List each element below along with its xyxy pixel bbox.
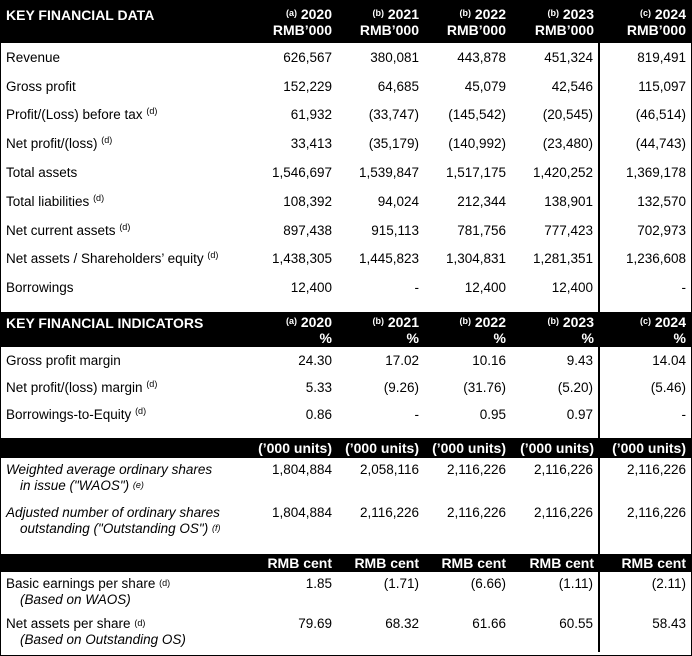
row-value: 60.55	[559, 616, 593, 632]
row-value: 1,804,884	[271, 505, 332, 521]
section1-title: KEY FINANCIAL DATA	[1, 1, 253, 43]
row-value: 1,369,178	[599, 158, 691, 187]
row-value: (2.11)	[599, 572, 691, 612]
row-value: 1,281,351	[532, 251, 593, 267]
table-row	[1, 572, 691, 612]
row-label: Revenue	[6, 49, 61, 65]
row-value: (1.71)	[383, 576, 419, 592]
row-label: Net assets per share $^{(d)}$ (Based on Outstanding OS)	[6, 616, 186, 648]
row-value: (46,514)	[599, 101, 691, 130]
row-value: 1,804,884	[271, 462, 332, 478]
row-value: 12,400	[464, 280, 506, 296]
row-value: 33,413	[290, 136, 332, 152]
row-label: Gross profit	[6, 78, 76, 94]
row-value: 781,756	[457, 222, 506, 238]
row-value: 9.43	[566, 353, 593, 369]
row-label: Net profit/(loss) margin $^{(d)}$	[6, 379, 158, 396]
table-row	[1, 612, 691, 652]
table-row	[1, 245, 691, 274]
row-value: 152,229	[283, 78, 332, 94]
row-value: 2,116,226	[599, 501, 691, 544]
header-2021: $^{(b)}$ 2021 RMB’000	[337, 1, 424, 43]
row-value: (6.66)	[470, 576, 506, 592]
row-value: 12,400	[290, 280, 332, 296]
row-value: (145,542)	[448, 107, 506, 123]
row-value: 2,116,226	[599, 458, 691, 501]
table-row	[1, 216, 691, 245]
table-row	[1, 158, 691, 187]
row-value: 2,116,226	[359, 505, 419, 521]
row-value: 2,116,226	[533, 462, 593, 478]
row-value: (5.20)	[557, 380, 593, 396]
row-value: 1.85	[305, 576, 332, 592]
row-value: 380,081	[370, 49, 419, 65]
row-value: (44,743)	[599, 129, 691, 158]
row-value: 819,491	[599, 43, 691, 72]
row-value: 1,517,175	[445, 165, 506, 181]
row-value: 108,392	[283, 193, 332, 209]
row-value: 443,878	[457, 49, 506, 65]
table-row	[1, 501, 691, 544]
table-row	[1, 401, 691, 428]
row-value: (5.46)	[599, 374, 691, 401]
row-value: 1,539,847	[358, 165, 419, 181]
header-2023: $^{(b)}$ 2023 RMB’000	[511, 1, 599, 43]
row-value: (20,545)	[542, 107, 593, 123]
row-value: 132,570	[599, 187, 691, 216]
row-label: Borrowings-to-Equity $^{(d)}$	[6, 406, 147, 423]
row-value: 10.16	[472, 353, 506, 369]
row-value: 1,546,697	[271, 165, 332, 181]
row-value: 1,236,608	[599, 245, 691, 274]
row-value: -	[414, 280, 419, 296]
table-row	[1, 374, 691, 401]
row-value: 14.04	[599, 347, 691, 374]
row-value: 2,116,226	[446, 462, 506, 478]
section2-title: KEY FINANCIAL INDICATORS	[1, 312, 253, 347]
financial-table	[1, 1, 691, 652]
row-value: 897,438	[283, 222, 332, 238]
row-value: 0.95	[479, 407, 506, 423]
row-value: 138,901	[544, 193, 593, 209]
row-value: (140,992)	[448, 136, 506, 152]
row-value: 1,304,831	[445, 251, 506, 267]
section2-header: KEY FINANCIAL INDICATORS $^{(a)}$ 2020 % $^{(b)}$ 2021 % $^{(b)}$ 2022 % $^{(b)}$ 2023 % $^{(c)}$ 2024 %	[1, 312, 691, 347]
row-value: (31.76)	[463, 380, 506, 396]
row-value: (35,179)	[368, 136, 419, 152]
table-row	[1, 458, 691, 501]
row-value: 0.86	[305, 407, 332, 423]
row-value: 915,113	[371, 222, 419, 238]
row-label: Profit/(Loss) before tax $^{(d)}$	[6, 106, 158, 123]
row-label: Adjusted number of ordinary shares outstanding ("Outstanding OS") $^{(f)}$	[6, 505, 221, 537]
row-value: 626,567	[283, 49, 332, 65]
row-value: 777,423	[544, 222, 593, 238]
table-row	[1, 72, 691, 101]
row-value: 79.69	[298, 616, 332, 632]
row-value: 702,973	[599, 216, 691, 245]
row-value: 2,058,116	[359, 462, 419, 478]
row-label: Weighted average ordinary shares in issue ("WAOS") $^{(e)}$	[6, 462, 213, 494]
row-label: Total assets	[6, 165, 78, 181]
row-value: 5.33	[305, 380, 332, 396]
row-value: (1.11)	[558, 576, 593, 592]
table-row	[1, 187, 691, 216]
row-value: 2,116,226	[533, 505, 593, 521]
section1-header	[1, 1, 691, 43]
row-value: 94,024	[377, 193, 419, 209]
row-label: Gross profit margin	[6, 353, 121, 369]
row-label: Net profit/(loss) $^{(d)}$	[6, 135, 113, 152]
table-row	[1, 273, 691, 302]
row-value: 1,420,252	[532, 165, 593, 181]
row-label: Net assets / Shareholders’ equity $^{(d)}$	[6, 250, 219, 267]
header-2022: $^{(b)}$ 2022 RMB’000	[424, 1, 511, 43]
row-label: Total liabilities $^{(d)}$	[6, 192, 105, 209]
row-value: 61.66	[472, 616, 506, 632]
row-value: 61,932	[290, 107, 332, 123]
row-value: 2,116,226	[446, 505, 506, 521]
row-label: Borrowings	[6, 280, 74, 296]
row-value: (9.26)	[383, 380, 419, 396]
table-row	[1, 129, 691, 158]
row-value: 45,079	[464, 78, 506, 94]
table-row	[1, 101, 691, 130]
row-value: 17.02	[385, 353, 419, 369]
row-value: 212,344	[457, 193, 506, 209]
row-value: 42,546	[551, 78, 593, 94]
row-value: 64,685	[377, 78, 419, 94]
row-value: 115,097	[599, 72, 691, 101]
row-value: 68.32	[385, 616, 419, 632]
section3-header: (’000 units) (’000 units) (’000 units) (’000 units) (’000 units)	[1, 438, 691, 458]
row-value: 1,438,305	[271, 251, 332, 267]
row-label: Net current assets $^{(d)}$	[6, 221, 131, 238]
header-2024: $^{(c)}$ 2024 RMB’000	[599, 1, 691, 43]
row-value: 0.97	[566, 407, 593, 423]
row-value: 12,400	[551, 280, 593, 296]
row-value: (23,480)	[542, 136, 593, 152]
row-value: -	[599, 273, 691, 302]
row-value: 1,445,823	[358, 251, 419, 267]
table-row	[1, 347, 691, 374]
section4-header: RMB cent RMB cent RMB cent RMB cent RMB cent	[1, 554, 691, 572]
row-value: -	[599, 401, 691, 428]
row-value: 58.43	[599, 612, 691, 652]
row-label: Basic earnings per share $^{(d)}$ (Based on WAOS)	[6, 576, 171, 608]
header-2020: $^{(a)}$ 2020 RMB’000	[253, 1, 337, 43]
row-value: 24.30	[298, 353, 332, 369]
row-value: -	[414, 407, 419, 423]
table-row	[1, 43, 691, 72]
row-value: (33,747)	[368, 107, 419, 123]
row-value: 451,324	[544, 49, 593, 65]
